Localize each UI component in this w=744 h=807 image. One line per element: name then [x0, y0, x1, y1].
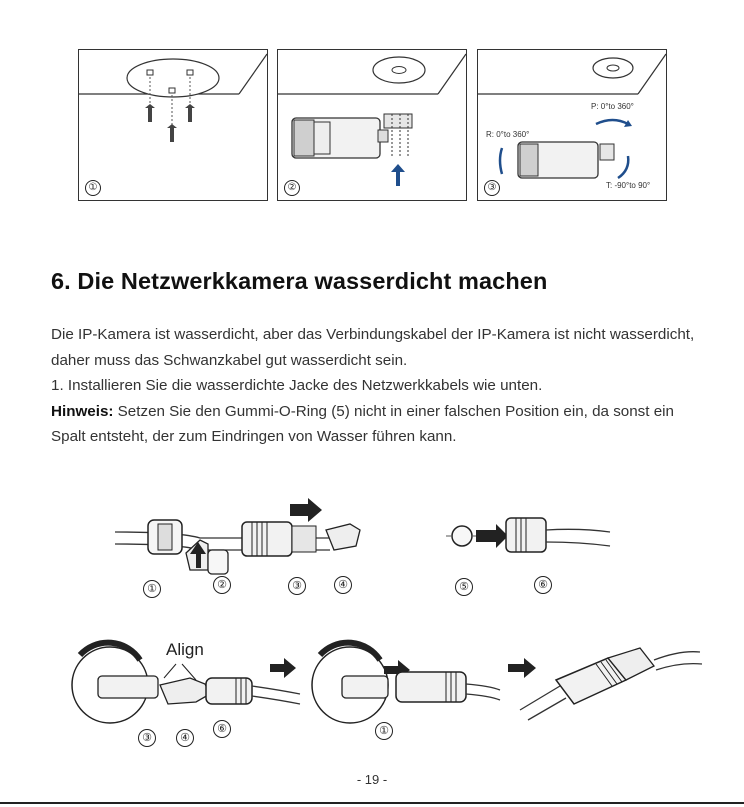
align-label: Align [166, 640, 204, 659]
bottom-part-1-callout: ① [375, 722, 393, 740]
bottom-part-3-callout: ③ [138, 729, 156, 747]
step-number-1: ① [85, 180, 101, 196]
section-body [51, 322, 701, 450]
pan-range-label: P: 0°to 360° [591, 102, 634, 111]
bottom-part-6-callout: ⑥ [213, 720, 231, 738]
mounting-step-2-panel [277, 49, 467, 201]
part-4-callout: ④ [334, 576, 352, 594]
part-6-callout: ⑥ [534, 576, 552, 594]
bottom-rule [0, 802, 744, 804]
part-2-callout: ② [213, 576, 231, 594]
note-paragraph [51, 399, 701, 450]
page-number: - 19 - [356, 772, 388, 787]
tilt-range-label: T: -90°to 90° [606, 181, 651, 190]
note-label: Hinweis: [51, 402, 114, 420]
intro-paragraph: Die IP-Kamera ist wasserdicht, aber das Verbindungskabel der IP-Kamera ist nicht wasserdicht, daher muss das Schwanzkabel gut wasserdicht sein. [51, 326, 695, 369]
ceiling-screws-illustration [79, 50, 269, 202]
note-text: Setzen Sie den Gummi-O-Ring (5) nicht in einer falschen Position ein, da sonst ein Spalt entsteht, der zum Eindringen von Wasser führen kann. [51, 402, 674, 446]
step-1-text: 1. Installieren Sie die wasserdichte Jacke des Netzwerkkabels wie unten. [51, 377, 543, 395]
step-number-2: ② [284, 180, 300, 196]
part-3-callout: ③ [288, 577, 306, 595]
step-number-3: ③ [484, 180, 500, 196]
part-1-callout: ① [143, 580, 161, 598]
rotate-range-label: R: 0°to 360° [486, 130, 530, 139]
waterproof-assembly-diagram [0, 480, 744, 770]
part-5-callout: ⑤ [455, 578, 473, 596]
camera-mount-illustration [278, 50, 468, 202]
bottom-part-4-callout: ④ [176, 729, 194, 747]
section-title: 6. Die Netzwerkkamera wasserdicht machen [51, 268, 548, 294]
mounting-step-1-panel [78, 49, 268, 201]
mounting-step-3-panel [477, 49, 667, 201]
camera-adjustment-illustration [478, 50, 668, 202]
